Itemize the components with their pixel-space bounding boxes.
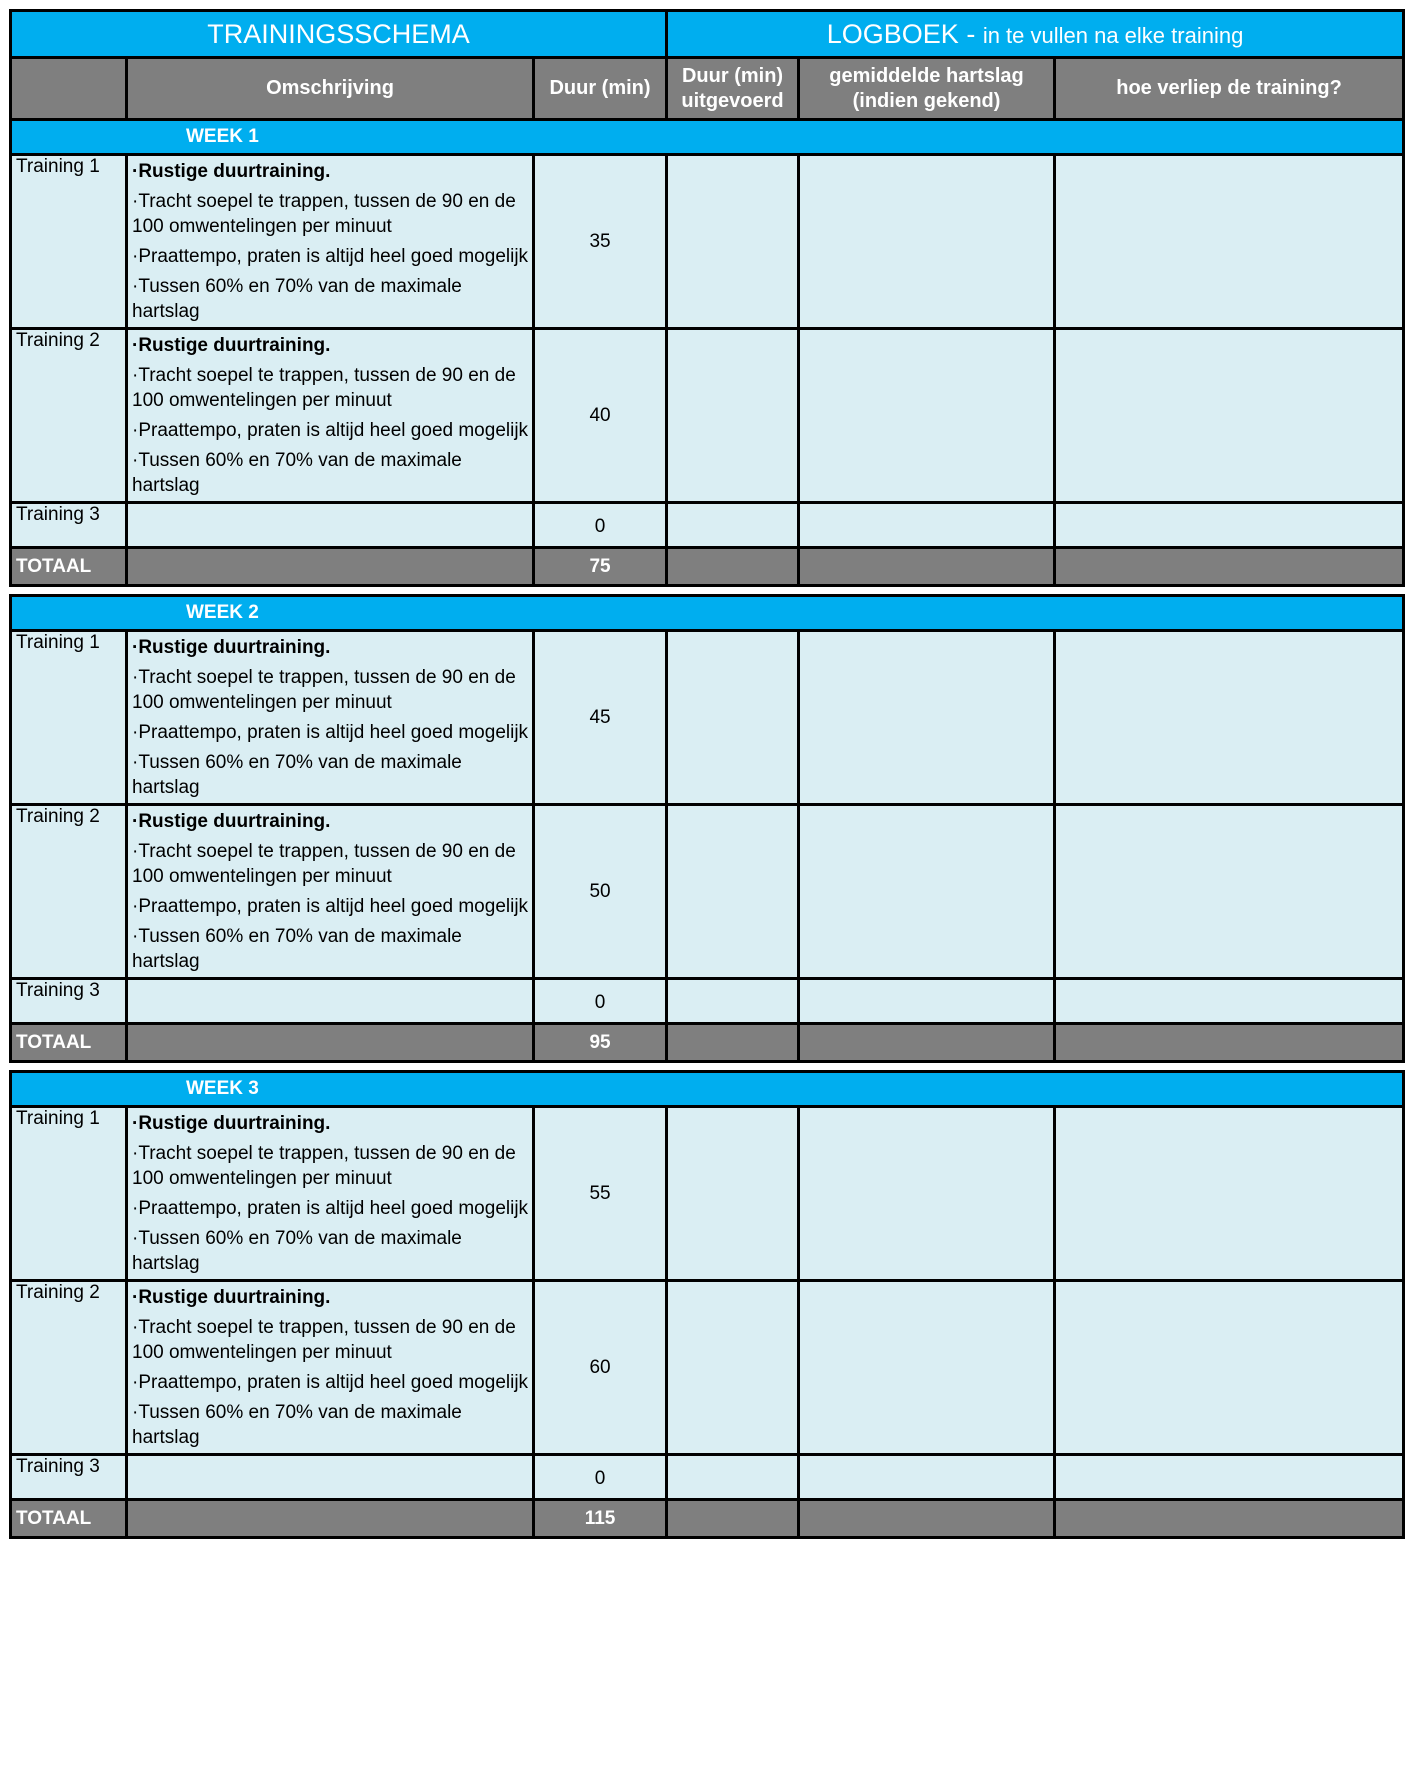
log-how-it-went-cell[interactable] <box>1055 805 1404 979</box>
total-label: TOTAAL <box>11 548 127 586</box>
duration-done-line2: uitgevoerd <box>681 89 784 112</box>
training-description-bullet: ·Tracht soepel te trappen, tussen de 90 en de 100 omwentelingen per minuut <box>132 365 516 411</box>
week-header-row <box>11 1072 1404 1107</box>
training-label: Training 1 <box>11 1107 127 1281</box>
week-spacer-cell <box>11 1062 1404 1072</box>
training-label: Training 2 <box>11 329 127 503</box>
log-heart-rate-cell[interactable] <box>799 1281 1055 1455</box>
training-description-title: ·Rustige duurtraining. <box>132 335 331 356</box>
training-description-cell <box>127 805 534 979</box>
log-heart-rate-cell[interactable] <box>799 503 1055 548</box>
training-description-bullet: ·Tracht soepel te trappen, tussen de 90 en de 100 omwentelingen per minuut <box>132 1317 516 1363</box>
training-label: Training 3 <box>11 1455 127 1500</box>
training-description-cell <box>127 155 534 329</box>
training-description-bullet: ·Tracht soepel te trappen, tussen de 90 en de 100 omwentelingen per minuut <box>132 667 516 713</box>
training-description-bullet: ·Tracht soepel te trappen, tussen de 90 en de 100 omwentelingen per minuut <box>132 1143 516 1189</box>
training-duration: 60 <box>534 1281 667 1455</box>
log-duration-done-cell[interactable] <box>667 503 799 548</box>
log-duration-done-cell[interactable] <box>667 979 799 1024</box>
training-description-bullet: ·Praattempo, praten is altijd heel goed mogelijk <box>132 896 529 917</box>
training-row <box>11 155 1404 329</box>
training-description-bullet: ·Tussen 60% en 70% van de maximale hartslag <box>132 276 462 322</box>
training-description-cell <box>127 979 534 1024</box>
log-how-it-went-cell[interactable] <box>1055 1455 1404 1500</box>
training-table <box>9 9 1405 1539</box>
training-description-title: ·Rustige duurtraining. <box>132 161 331 182</box>
training-row <box>11 1455 1404 1500</box>
log-how-it-went-cell[interactable] <box>1055 155 1404 329</box>
training-duration: 55 <box>534 1107 667 1281</box>
week-total-row <box>11 1500 1404 1538</box>
training-label: Training 1 <box>11 155 127 329</box>
total-empty-cell <box>127 548 534 586</box>
training-row <box>11 1281 1404 1455</box>
training-description-cell <box>127 1455 534 1500</box>
log-duration-done-cell[interactable] <box>667 155 799 329</box>
training-description-bullet: ·Tracht soepel te trappen, tussen de 90 en de 100 omwentelingen per minuut <box>132 191 516 237</box>
total-label: TOTAAL <box>11 1024 127 1062</box>
training-row <box>11 1107 1404 1281</box>
training-description-bullet: ·Praattempo, praten is altijd heel goed mogelijk <box>132 246 529 267</box>
total-empty-cell <box>127 1500 534 1538</box>
week-spacer <box>11 1062 1404 1072</box>
heart-rate-line2: (indien gekend) <box>852 89 1001 112</box>
total-empty-cell <box>799 548 1055 586</box>
training-duration: 0 <box>534 979 667 1024</box>
log-duration-done-cell[interactable] <box>667 631 799 805</box>
training-description-cell <box>127 1281 534 1455</box>
training-description-cell <box>127 1107 534 1281</box>
total-duration: 115 <box>534 1500 667 1538</box>
log-heart-rate-cell[interactable] <box>799 805 1055 979</box>
log-duration-done-cell[interactable] <box>667 1281 799 1455</box>
log-heart-rate-cell[interactable] <box>799 155 1055 329</box>
training-description-cell <box>127 631 534 805</box>
training-description-bullet: ·Praattempo, praten is altijd heel goed mogelijk <box>132 722 529 743</box>
training-row <box>11 329 1404 503</box>
training-description-title: ·Rustige duurtraining. <box>132 1287 331 1308</box>
training-description-title: ·Rustige duurtraining. <box>132 1113 331 1134</box>
total-empty-cell <box>1055 1024 1404 1062</box>
total-empty-cell <box>667 548 799 586</box>
total-empty-cell <box>667 1500 799 1538</box>
training-duration: 0 <box>534 503 667 548</box>
training-label: Training 3 <box>11 503 127 548</box>
log-how-it-went-cell[interactable] <box>1055 503 1404 548</box>
training-description-bullet: ·Praattempo, praten is altijd heel goed mogelijk <box>132 1198 529 1219</box>
training-description-bullet: ·Tussen 60% en 70% van de maximale hartslag <box>132 752 462 798</box>
column-header-duration-done <box>667 58 799 120</box>
total-empty-cell <box>799 1500 1055 1538</box>
duration-done-line1: Duur (min) <box>681 64 784 87</box>
training-description-bullet: ·Tracht soepel te trappen, tussen de 90 en de 100 omwentelingen per minuut <box>132 841 516 887</box>
total-empty-cell <box>799 1024 1055 1062</box>
training-description-cell <box>127 503 534 548</box>
training-label: Training 1 <box>11 631 127 805</box>
training-label: Training 2 <box>11 1281 127 1455</box>
total-duration: 75 <box>534 548 667 586</box>
logbook-title-main: LOGBOEK <box>826 18 959 49</box>
log-how-it-went-cell[interactable] <box>1055 1281 1404 1455</box>
log-heart-rate-cell[interactable] <box>799 979 1055 1024</box>
logbook-subtitle: in te vullen na elke training <box>982 22 1244 48</box>
total-empty-cell <box>1055 548 1404 586</box>
week-label: WEEK 2 <box>11 596 1404 631</box>
training-duration: 35 <box>534 155 667 329</box>
log-duration-done-cell[interactable] <box>667 1455 799 1500</box>
training-description-bullet: ·Tussen 60% en 70% van de maximale hartslag <box>132 1228 462 1274</box>
log-duration-done-cell[interactable] <box>667 805 799 979</box>
training-description-bullet: ·Praattempo, praten is altijd heel goed mogelijk <box>132 1372 529 1393</box>
training-label: Training 2 <box>11 805 127 979</box>
log-how-it-went-cell[interactable] <box>1055 631 1404 805</box>
training-duration: 50 <box>534 805 667 979</box>
log-how-it-went-cell[interactable] <box>1055 329 1404 503</box>
header-empty-cell <box>11 58 127 120</box>
training-duration: 45 <box>534 631 667 805</box>
heart-rate-line1: gemiddelde hartslag <box>829 64 1024 87</box>
week-label: WEEK 1 <box>11 120 1404 155</box>
schema-title: TRAININGSSCHEMA <box>11 11 667 58</box>
log-how-it-went-cell[interactable] <box>1055 979 1404 1024</box>
training-label: Training 3 <box>11 979 127 1024</box>
column-header-description: Omschrijving <box>127 58 534 120</box>
column-header-duration: Duur (min) <box>534 58 667 120</box>
week-label: WEEK 3 <box>11 1072 1404 1107</box>
total-empty-cell <box>667 1024 799 1062</box>
log-heart-rate-cell[interactable] <box>799 1455 1055 1500</box>
logbook-title <box>667 11 1404 58</box>
training-row <box>11 805 1404 979</box>
training-duration: 40 <box>534 329 667 503</box>
total-empty-cell <box>127 1024 534 1062</box>
training-description-cell <box>127 329 534 503</box>
training-description-title: ·Rustige duurtraining. <box>132 637 331 658</box>
log-duration-done-cell[interactable] <box>667 329 799 503</box>
column-header-how-it-went: hoe verliep de training? <box>1055 58 1404 120</box>
log-heart-rate-cell[interactable] <box>799 1107 1055 1281</box>
total-empty-cell <box>1055 1500 1404 1538</box>
column-header-heart-rate <box>799 58 1055 120</box>
training-description-title: ·Rustige duurtraining. <box>132 811 331 832</box>
week-header-row <box>11 596 1404 631</box>
log-heart-rate-cell[interactable] <box>799 631 1055 805</box>
training-description-bullet: ·Tussen 60% en 70% van de maximale hartslag <box>132 1402 462 1448</box>
training-row <box>11 631 1404 805</box>
week-spacer <box>11 586 1404 596</box>
training-description-bullet: ·Tussen 60% en 70% van de maximale hartslag <box>132 926 462 972</box>
training-row <box>11 979 1404 1024</box>
week-total-row <box>11 1024 1404 1062</box>
log-how-it-went-cell[interactable] <box>1055 1107 1404 1281</box>
total-duration: 95 <box>534 1024 667 1062</box>
week-spacer-cell <box>11 586 1404 596</box>
training-row <box>11 503 1404 548</box>
week-total-row <box>11 548 1404 586</box>
week-header-row <box>11 120 1404 155</box>
total-label: TOTAAL <box>11 1500 127 1538</box>
training-description-bullet: ·Praattempo, praten is altijd heel goed mogelijk <box>132 420 529 441</box>
training-description-bullet: ·Tussen 60% en 70% van de maximale hartslag <box>132 450 462 496</box>
log-heart-rate-cell[interactable] <box>799 329 1055 503</box>
logbook-title-separator: - <box>958 18 983 49</box>
log-duration-done-cell[interactable] <box>667 1107 799 1281</box>
training-duration: 0 <box>534 1455 667 1500</box>
training-schedule-sheet <box>9 9 1402 1539</box>
